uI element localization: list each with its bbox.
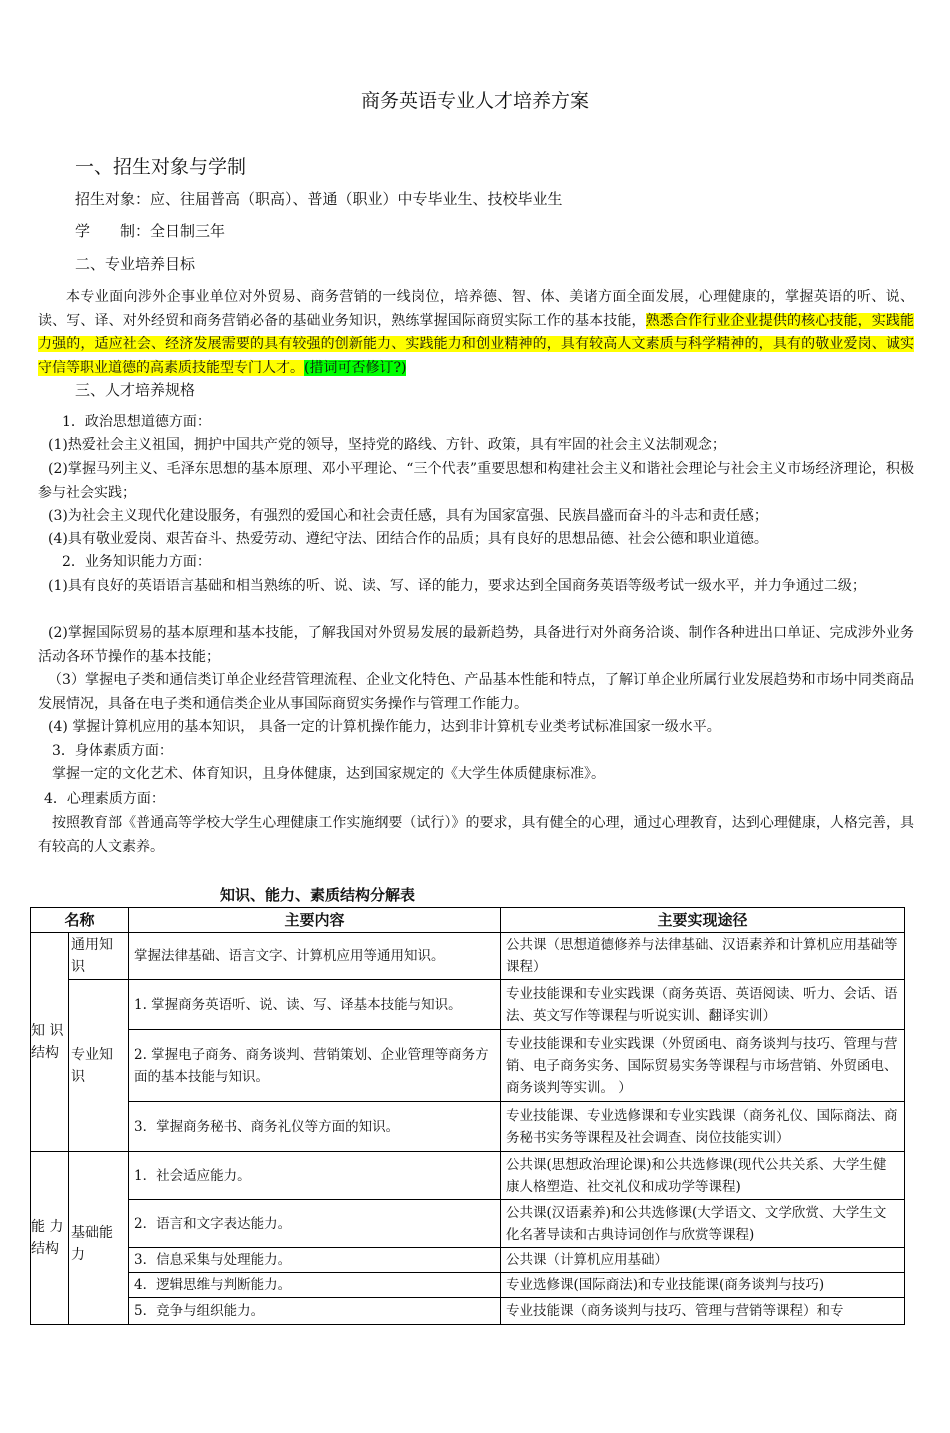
enroll-target: 招生对象：应、往届普高（职高）、普通（职业）中专毕业生、技校毕业生 — [75, 190, 563, 208]
section1-heading: 一、招生对象与学制 — [75, 156, 247, 178]
training-goal-text: 本专业面向涉外企事业单位对外贸易、商务营销的一线岗位，培养德、智、体、美诸方面全面发展，心理健康的，掌握英语的听、说、读、写、译、对外经贸和商务营销必备的基础业务知识，熟练掌握国际商贸实际工作的基本技能， — [38, 289, 914, 329]
table-title: 知识、能力、素质结构分解表 — [220, 886, 416, 904]
table-row — [31, 1273, 905, 1298]
row-content: 3．信息采集与处理能力。 — [129, 1248, 501, 1273]
row-content: 2. 掌握电子商务、商务谈判、营销策划、企业管理等商务方面的基本技能与知识。 — [129, 1030, 501, 1102]
table-row — [31, 1298, 905, 1325]
revision-comment: (措词可否修订?) — [304, 359, 407, 376]
table-header-row — [31, 908, 905, 933]
header-content: 主要内容 — [129, 908, 501, 933]
spec2-item1: (1)具有良好的英语语言基础和相当熟练的听、说、读、写、译的能力，要求达到全国商务英语等级考试一级水平，并力争通过二级； — [48, 578, 866, 594]
spec3-item1: 掌握一定的文化艺术、体育知识，且身体健康，达到国家规定的《大学生体质健康标准》。 — [52, 766, 605, 782]
row-path: 专业技能课和专业实践课（商务英语、英语阅读、听力、会话、语法、英文写作等课程与听说实训、翻译实训） — [501, 980, 905, 1030]
section3-heading: 三、人才培养规格 — [75, 381, 196, 399]
row-path: 专业技能课和专业实践课（外贸函电、商务谈判与技巧、管理与营销、电子商务实务、国际贸易实务等课程与市场营销、外贸函电、商务谈判等实训。 ） — [501, 1030, 905, 1102]
group-knowledge: 知 识结构 — [31, 933, 69, 1152]
study-duration: 学 制：全日制三年 — [75, 222, 226, 240]
structure-table — [30, 907, 905, 1325]
table-row — [31, 980, 905, 1030]
sub-general: 通用知识 — [69, 933, 129, 980]
header-name: 名称 — [31, 908, 129, 933]
row-path: 专业技能课（商务谈判与技巧、管理与营销等课程）和专 — [501, 1298, 905, 1325]
training-goal-paragraph — [38, 286, 914, 380]
spec1-item4: (4)具有敬业爱岗、艰苦奋斗、热爱劳动、遵纪守法、团结合作的品质；具有良好的思想品德、社会公德和职业道德。 — [48, 531, 768, 547]
spec3-heading: 3．身体素质方面： — [52, 743, 173, 759]
row-content: 5．竞争与组织能力。 — [129, 1298, 501, 1325]
row-content: 掌握法律基础、语言文字、计算机应用等通用知识。 — [129, 933, 501, 980]
training-goal-highlight: 熟悉合作行业企业提供的核心技能，实践能力强的，适应社会、经济发展需要的具有较强的创新能力、实践能力和创业精神的，具有较高人文素质与科学精神的，具有的敬业爱岗、诚实守信等职业道德的高素质技能型专门人才。 — [38, 312, 915, 376]
spec1-item2: (2)掌握马列主义、毛泽东思想的基本原理、邓小平理论、“三个代表”重要思想和构建社会主义和谐社会理论与社会主义市场经济理论，积极参与社会实践； — [38, 461, 914, 501]
table-row — [31, 1030, 905, 1102]
row-content: 2．语言和文字表达能力。 — [129, 1200, 501, 1248]
row-path: 公共课(汉语素养)和公共选修课(大学语文、文学欣赏、大学生文化名著导读和古典诗词创作与欣赏等课程) — [501, 1200, 905, 1248]
table-row — [31, 933, 905, 980]
spec2-heading: 2．业务知识能力方面： — [62, 554, 211, 570]
spec4-heading: 4．心理素质方面： — [44, 791, 165, 807]
spec2-item3: （3）掌握电子类和通信类订单企业经营管理流程、企业文化特色、产品基本性能和特点，了解订单企业所属行业发展趋势和市场中同类商品发展情况，具备在电子类和通信类企业从事国际商贸实务操作与管理工作能力。 — [38, 672, 914, 712]
row-path: 公共课（计算机应用基础） — [501, 1248, 905, 1273]
row-path: 公共课（思想道德修养与法律基础、汉语素养和计算机应用基础等课程） — [501, 933, 905, 980]
row-content: 3．掌握商务秘书、商务礼仪等方面的知识。 — [129, 1102, 501, 1152]
spec2-item4: (4) 掌握计算机应用的基本知识， 具备一定的计算机操作能力，达到非计算机专业类考试标准国家一级水平。 — [48, 719, 721, 735]
group-ability: 能 力结构 — [31, 1152, 69, 1325]
row-content: 1. 掌握商务英语听、说、读、写、译基本技能与知识。 — [129, 980, 501, 1030]
row-path: 公共课(思想政治理论课)和公共选修课(现代公共关系、大学生健康人格塑造、社交礼仪和成功学等课程) — [501, 1152, 905, 1200]
spec1-item1: (1)热爱社会主义祖国，拥护中国共产党的领导，坚持党的路线、方针、政策，具有牢固的社会主义法制观念； — [48, 437, 726, 453]
spec1-item3: (3)为社会主义现代化建设服务，有强烈的爱国心和社会责任感，具有为国家富强、民族昌盛而奋斗的斗志和责任感； — [48, 508, 768, 524]
table-row — [31, 1200, 905, 1248]
table-row — [31, 1248, 905, 1273]
row-content: 1．社会适应能力。 — [129, 1152, 501, 1200]
table-row — [31, 1152, 905, 1200]
row-path: 专业选修课(国际商法)和专业技能课(商务谈判与技巧) — [501, 1273, 905, 1298]
spec2-item2: (2)掌握国际贸易的基本原理和基本技能，了解我国对外贸易发展的最新趋势，具备进行对外商务洽谈、制作各种进出口单证、完成涉外业务活动各环节操作的基本技能； — [38, 625, 914, 665]
table-row — [31, 1102, 905, 1152]
header-path: 主要实现途径 — [501, 908, 905, 933]
section2-heading: 二、专业培养目标 — [75, 255, 196, 273]
spec4-item1: 按照教育部《普通高等学校大学生心理健康工作实施纲要（试行）》的要求，具有健全的心理，通过心理教育，达到心理健康，人格完善，具有较高的人文素养。 — [38, 815, 914, 855]
row-content: 4．逻辑思维与判断能力。 — [129, 1273, 501, 1298]
document-title: 商务英语专业人才培养方案 — [360, 90, 589, 112]
spec1-heading: 1．政治思想道德方面： — [62, 414, 211, 430]
row-path: 专业技能课、专业选修课和专业实践课（商务礼仪、国际商法、商务秘书实务等课程及社会调查、岗位技能实训） — [501, 1102, 905, 1152]
sub-basic: 基础能力 — [69, 1152, 129, 1325]
sub-professional: 专业知识 — [69, 980, 129, 1152]
